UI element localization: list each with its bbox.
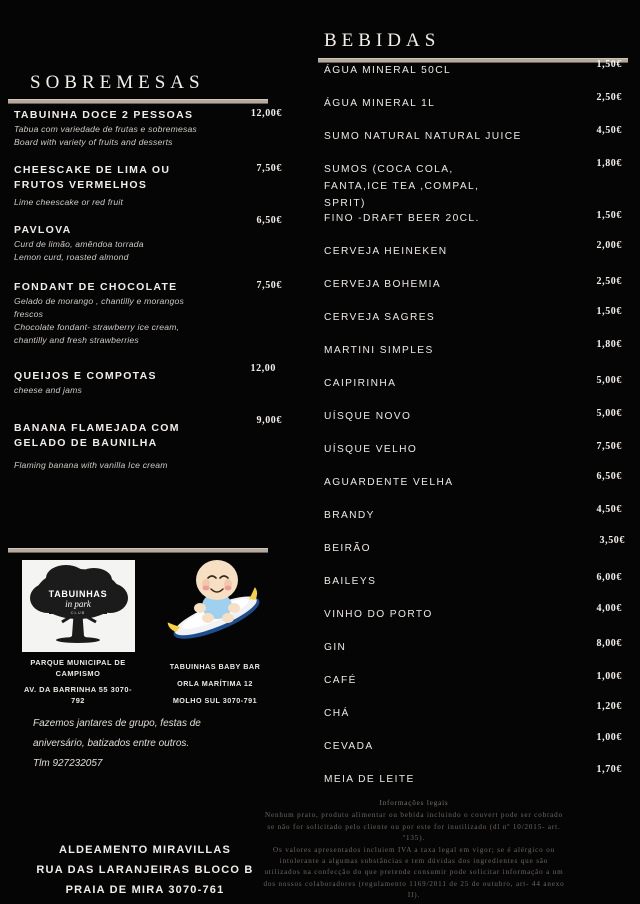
drink-price: 1,70€ xyxy=(596,764,622,775)
drink-row xyxy=(324,573,640,606)
item-desc-en: Lemon curd, roasted almond xyxy=(14,252,129,262)
item-name: QUEIJOS E COMPOTAS xyxy=(14,370,157,382)
promo-line3: Tlm 927232057 xyxy=(33,758,103,769)
menu-item xyxy=(14,215,286,264)
drink-name: AGUARDENTE VELHA xyxy=(324,477,454,488)
item-name: BANANA FLAMEJADA COM GELADO DE BAUNILHA xyxy=(14,422,180,449)
drink-price: 2,00€ xyxy=(596,240,622,251)
legal-line6: utilizados na confecção do que pretende consumir pode solicitar informação a um xyxy=(264,868,564,877)
item-price: 12,00 xyxy=(250,363,276,374)
drink-price: 5,00€ xyxy=(596,408,622,419)
desserts-divider xyxy=(8,99,268,104)
drink-row xyxy=(324,276,640,309)
drink-row xyxy=(324,535,640,573)
drink-name: CEVADA xyxy=(324,741,374,752)
item-desc-pt: cheese and jams xyxy=(14,385,82,395)
menu-item xyxy=(14,163,286,209)
baby-surfer-icon xyxy=(160,556,270,656)
svg-text:TABUINHAS: TABUINHAS xyxy=(48,589,107,599)
drink-name: ÁGUA MINERAL 50CL xyxy=(324,65,452,76)
item-desc-pt: Flaming banana with vanilla Ice cream xyxy=(14,460,168,470)
drink-price: 6,00€ xyxy=(596,572,622,583)
drink-row xyxy=(324,639,640,672)
promo-line1: Fazemos jantares de grupo, festas de xyxy=(33,718,201,729)
legal-line4: Os valores apresentados incluiem IVA a taxa legal em vigor; se é alérgico ou xyxy=(272,845,555,854)
promo-line2: aniversário, batizados entre outros. xyxy=(33,738,190,749)
drink-row xyxy=(324,471,640,507)
legal-line3: º135). xyxy=(402,834,426,843)
drink-row xyxy=(324,210,640,243)
drink-name: BRANDY xyxy=(324,510,375,521)
drink-name: GIN xyxy=(324,642,347,653)
drink-price: 7,50€ xyxy=(596,441,622,452)
legal-line2: se não for solicitado pelo cliente ou por este for inutilizado (dl nº 10/2015- art. xyxy=(267,822,561,831)
drink-row xyxy=(324,59,640,95)
drink-price: 4,00€ xyxy=(596,603,622,614)
item-price: 9,00€ xyxy=(256,415,282,426)
drink-name: CERVEJA HEINEKEN xyxy=(324,246,448,257)
drink-price: 1,80€ xyxy=(596,158,622,169)
drinks-list xyxy=(324,59,640,804)
logos-divider xyxy=(8,548,268,553)
drink-price: 2,50€ xyxy=(596,92,622,103)
drink-name: CERVEJA BOHEMIA xyxy=(324,279,442,290)
drink-price: 1,50€ xyxy=(596,210,622,221)
item-name: CHEESCAKE DE LIMA OU FRUTOS VERMELHOS xyxy=(14,164,171,191)
logo-tabuinhas-baby-bar xyxy=(150,556,280,707)
address-line2: RUA DAS LARANJEIRAS BLOCO B xyxy=(36,864,254,876)
baby-caption-line3: MOLHO SUL 3070-791 xyxy=(172,696,258,705)
drink-name: CHÁ xyxy=(324,708,350,719)
desserts-column xyxy=(0,0,300,904)
menu-item xyxy=(14,280,286,347)
drink-row xyxy=(324,339,640,375)
drink-price: 5,00€ xyxy=(596,375,622,386)
item-price: 7,50€ xyxy=(256,163,282,174)
item-desc-pt: Lime cheescake or red fruit xyxy=(14,197,124,207)
park-logo-image xyxy=(22,560,135,652)
drink-price: 1,50€ xyxy=(596,306,622,317)
item-name: PAVLOVA xyxy=(14,224,72,236)
desserts-title: SOBREMESAS xyxy=(30,72,205,93)
legal-title: Informações legais xyxy=(379,799,449,807)
drink-price: 4,50€ xyxy=(596,504,622,515)
drink-price: 1,00€ xyxy=(596,671,622,682)
drink-row xyxy=(324,603,640,639)
drink-name: CAIPIRINHA xyxy=(324,378,397,389)
drink-price: 4,50€ xyxy=(596,125,622,136)
item-desc-pt: Tabua com variedade de frutas e sobremesas xyxy=(14,124,197,134)
logo-tabuinhas-park xyxy=(18,560,138,706)
legal-line1: Nenhum prato, produto alimentar ou bebida incluindo o couvert pode ser cobrado xyxy=(265,811,563,820)
menu-item xyxy=(14,415,286,472)
park-caption-line2: AV. DA BARRINHA 55 3070-792 xyxy=(24,685,132,705)
drink-row xyxy=(324,504,640,540)
baby-logo-image xyxy=(160,556,270,656)
legal-line7: dos nossos colaboradores (regulamento 1169/2011 de 25 de outubro, art- 44 anexo xyxy=(263,879,565,888)
drink-price: 1,80€ xyxy=(596,339,622,350)
drink-row xyxy=(324,441,640,474)
drink-row xyxy=(324,672,640,705)
drinks-title: BEBIDAS xyxy=(324,30,441,51)
baby-caption-line2: ORLA MARÍTIMA 12 xyxy=(177,679,253,688)
baby-caption-line1: TABUINHAS BABY BAR xyxy=(169,662,261,671)
address-line1: ALDEAMENTO MIRAVILLAS xyxy=(58,844,232,856)
drink-row xyxy=(324,375,640,408)
drink-row xyxy=(324,92,640,128)
drink-name: UÍSQUE NOVO xyxy=(324,411,412,422)
drink-row xyxy=(324,732,640,771)
item-desc-pt: Gelado de morango , chantilly e morangos frescos xyxy=(14,296,184,319)
drink-name: SUMOS (COCA COLA, FANTA,ICE TEA ,COMPAL, SPRIT) xyxy=(324,164,480,209)
svg-text:CLUB: CLUB xyxy=(70,610,85,615)
item-desc-pt: Curd de limão, amêndoa torrada xyxy=(14,239,144,249)
menu-item xyxy=(14,108,286,149)
desserts-list xyxy=(14,108,286,481)
svg-text:in park: in park xyxy=(64,599,91,609)
drink-row xyxy=(324,408,640,441)
tree-icon xyxy=(22,560,135,652)
park-caption-line1: PARQUE MUNICIPAL DE CAMPISMO xyxy=(30,658,126,678)
drink-row xyxy=(324,158,640,210)
drink-row xyxy=(324,306,640,342)
drink-name: BAILEYS xyxy=(324,576,377,587)
legal-notice xyxy=(190,798,638,902)
drink-price: 1,50€ xyxy=(596,59,622,70)
drink-name: MEIA DE LEITE xyxy=(324,774,415,785)
drink-name: UÍSQUE VELHO xyxy=(324,444,418,455)
drink-name: ÁGUA MINERAL 1L xyxy=(324,98,436,109)
address-line3: PRAIA DE MIRA 3070-761 xyxy=(65,884,225,896)
promo-text xyxy=(33,714,273,774)
drink-name: CAFÉ xyxy=(324,675,357,686)
item-desc-en: Chocolate fondant- strawberry ice cream, chantilly and fresh strawberries xyxy=(14,322,180,345)
drink-name: VINHO DO PORTO xyxy=(324,609,433,620)
item-price: 7,50€ xyxy=(256,280,282,291)
drinks-column xyxy=(310,0,640,904)
legal-line5: intolerante a algumas substâncias e tem dúvidas dos ingredientes que são xyxy=(279,857,549,866)
drink-price: 8,00€ xyxy=(596,638,622,649)
drink-price: 6,50€ xyxy=(596,471,622,482)
drink-price: 3,50€ xyxy=(599,535,625,546)
item-name: FONDANT DE CHOCOLATE xyxy=(14,281,178,293)
drink-name: SUMO NATURAL NATURAL JUICE xyxy=(324,131,522,142)
drink-price: 2,50€ xyxy=(596,276,622,287)
drink-price: 1,00€ xyxy=(596,732,622,743)
drink-price: 1,20€ xyxy=(596,701,622,712)
drink-row xyxy=(324,240,640,276)
drink-name: FINO -DRAFT BEER 20CL. xyxy=(324,213,480,224)
drink-row xyxy=(324,125,640,161)
item-desc-en: Board with variety of fruits and desserts xyxy=(14,137,173,147)
legal-line8: II). xyxy=(407,891,421,900)
drink-name: CERVEJA SAGRES xyxy=(324,312,436,323)
item-price: 12,00€ xyxy=(250,108,282,119)
item-price: 6,50€ xyxy=(256,215,282,226)
drink-name: BEIRÃO xyxy=(324,543,371,554)
drink-name: MARTINI SIMPLES xyxy=(324,345,434,356)
drink-row xyxy=(324,701,640,738)
item-name: TABUINHA DOCE 2 PESSOAS xyxy=(14,109,194,121)
menu-item xyxy=(14,363,286,397)
